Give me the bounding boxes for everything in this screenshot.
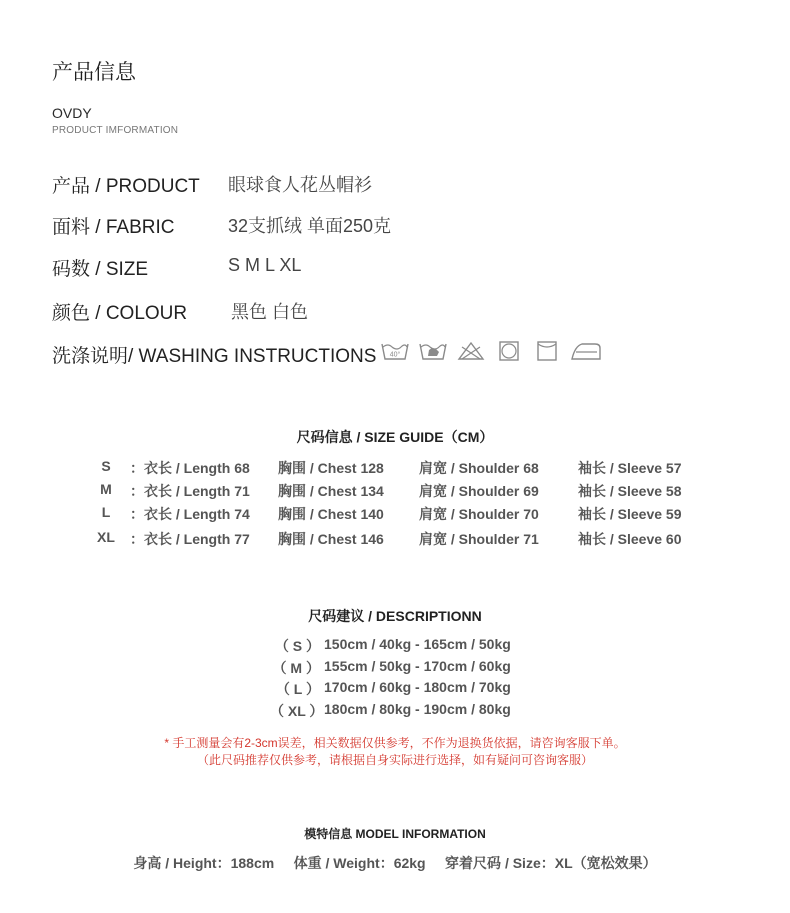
rec-size: （ XL ） (270, 702, 324, 719)
length-cell: ：衣长 / Length 71 (130, 483, 250, 499)
product-label: 产品 / PRODUCT (52, 176, 200, 197)
shoulder-cell: 肩宽 / Shoulder 70 (419, 506, 539, 522)
length-cell: ：衣长 / Length 68 (130, 460, 250, 476)
sleeve-cell: 袖长 / Sleeve 57 (578, 460, 682, 476)
rec-range: 150cm / 40kg - 165cm / 50kg (324, 636, 511, 652)
wash-temp-text: 40° (389, 351, 401, 359)
rec-range: 170cm / 60kg - 180cm / 70kg (324, 679, 511, 695)
length-cell: ：衣长 / Length 74 (130, 506, 250, 522)
model-info-title: 模特信息 MODEL INFORMATION (304, 827, 486, 841)
sleeve-cell: 袖长 / Sleeve 58 (578, 483, 682, 499)
brand-name: OVDY (52, 105, 92, 121)
size-cell: S (101, 458, 111, 474)
shoulder-cell: 肩宽 / Shoulder 69 (419, 483, 539, 499)
size-label: 码数 / SIZE (52, 259, 149, 280)
model-info-details: 身高 / Height：188cm 体重 / Weight：62kg 穿着尺码 / Size：XL（宽松效果） (133, 855, 657, 871)
rec-size: （ S ） (274, 638, 320, 654)
colour-label: 颜色 / COLOUR (52, 303, 188, 324)
chest-cell: 胸围 / Chest 146 (278, 531, 384, 547)
shoulder-cell: 肩宽 / Shoulder 68 (419, 460, 539, 476)
sleeve-cell: 袖长 / Sleeve 60 (578, 531, 682, 547)
recommendation-note: （此尺码推荐仅供参考，请根据自身实际进行选择，如有疑问可咨询客服） (196, 753, 593, 767)
chest-cell: 胸围 / Chest 134 (278, 483, 384, 499)
page-title: 产品信息 (52, 61, 136, 84)
wash-40-icon (380, 340, 410, 362)
washing-icons (380, 340, 602, 362)
rec-range: 155cm / 50kg - 170cm / 60kg (324, 657, 511, 674)
tumble-dry-icon (494, 340, 524, 362)
size-cell: XL (97, 529, 115, 545)
product-value: 眼球食人花丛帽衫 (228, 175, 372, 195)
size-guide-title: 尺码信息 / SIZE GUIDE（CM） (296, 429, 494, 445)
brand-subtitle: PRODUCT IMFORMATION (52, 125, 179, 136)
sleeve-cell: 袖长 / Sleeve 59 (578, 506, 682, 522)
fabric-value: 32支抓绒 单面250克 (228, 216, 392, 236)
length-cell: ：衣长 / Length 77 (130, 531, 250, 547)
size-value: S M L XL (228, 255, 302, 275)
recommendation-title: 尺码建议 / DESCRIPTIONN (308, 608, 482, 624)
rec-size: （ M ） (272, 659, 320, 676)
size-cell: L (101, 504, 111, 520)
no-bleach-icon (456, 340, 486, 362)
measurement-note: * 手工测量会有2-3cm误差，相关数据仅供参考，不作为退换货依据，请咨询客服下单。 (164, 736, 626, 750)
washing-label: 洗涤说明/ WASHING INSTRUCTIONS (52, 346, 377, 367)
size-cell: M (100, 481, 112, 497)
line-dry-icon (532, 340, 562, 362)
colour-value: 黑色 白色 (231, 302, 309, 322)
chest-cell: 胸围 / Chest 140 (278, 506, 384, 522)
iron-icon (570, 340, 602, 362)
rec-size: （ L ） (275, 681, 320, 697)
fabric-label: 面料 / FABRIC (52, 217, 175, 238)
chest-cell: 胸围 / Chest 128 (278, 460, 384, 476)
shoulder-cell: 肩宽 / Shoulder 71 (419, 531, 539, 547)
hand-wash-icon (418, 340, 448, 362)
rec-range: 180cm / 80kg - 190cm / 80kg (324, 700, 511, 717)
